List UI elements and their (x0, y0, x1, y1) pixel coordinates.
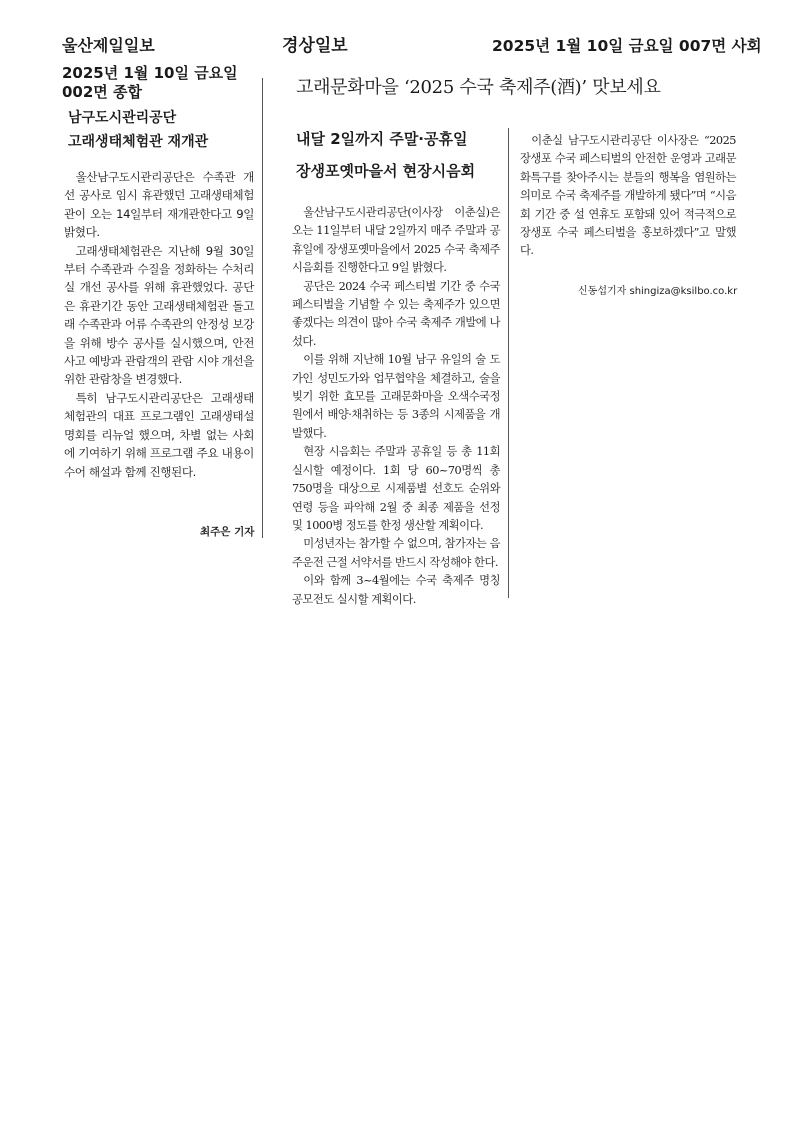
main-paragraph: 미성년자는 참가할 수 없으며, 참가자는 음주운전 근절 서약서를 반드시 작성해야 한다. (292, 537, 500, 569)
main-article-byline: 신동섭기자 shingiza@ksilbo.co.kr (578, 286, 738, 297)
left-article-byline: 최주은 기자 (200, 526, 255, 538)
main-subhead-1: 내달 2일까지 주말·공휴일 (296, 130, 468, 148)
left-article-body (64, 168, 254, 481)
main-article-body-col1 (292, 204, 500, 609)
column-divider (262, 78, 263, 538)
left-date-page: 2025년 1월 10일 금요일 002면 종합 (62, 64, 238, 101)
main-paragraph: 이와 함께 3~4월에는 수국 축제주 명칭 공모전도 실시할 계획이다. (292, 574, 500, 606)
main-subhead-2: 장생포옛마을서 현장시음회 (296, 162, 476, 180)
left-article-title: 고래생태체험관 재개관 (68, 134, 209, 150)
main-paragraph: 울산남구도시관리공단(이사장 이춘실)은 오는 11일부터 내달 2일까지 매주 주말과 공휴일에 장생포옛마을에서 2025 수국 축제주 시음회를 진행한다고 9일 밝혔다. (292, 206, 500, 275)
main-headline: 고래문화마을 ‘2025 수국 축제주(酒)’ 맛보세요 (296, 77, 661, 98)
column-divider (508, 128, 509, 598)
main-paragraph: 공단은 2024 수국 페스티벌 기간 중 수국 페스티벌을 기념할 수 있는 축제주가 있으면 좋겠다는 의견이 많아 수국 축제주 개발에 나섰다. (292, 279, 500, 348)
left-paragraph: 특히 남구도시관리공단은 고래생태체험관의 대표 프로그램인 고래생태설명회를 리뉴얼 했으며, 차별 없는 사회에 기여하기 위해 프로그램 주요 내용이 수어 해설과 함께 진행된다. (64, 390, 254, 479)
center-newspaper-name: 경상일보 (282, 36, 348, 56)
left-paragraph: 울산남구도시관리공단은 수족관 개선 공사로 임시 휴관했던 고래생태체험관이 오는 14일부터 재개관한다고 9일 밝혔다. (64, 170, 254, 240)
left-paragraph: 고래생태체험관은 지난해 9월 30일부터 수족관과 수질을 정화하는 수처리실 개선 공사를 위해 휴관했었다. 공단은 휴관기간 동안 고래생태체험관 돌고래 수족관과 어류 수족관의 안정성 보강을 위해 방수 공사를 실시했으며, 안전사고 예방과 관람객의 관람 시야 개선을 위한 관람창을 변경했다. (64, 243, 254, 387)
main-paragraph: 이를 위해 지난해 10월 남구 유일의 술 도가인 성민도가와 업무협약을 체결하고, 술을 빚기 위한 효모를 고래문화마을 오색수국정원에서 배양·채취하는 등 3종의 시제품을 개발했다. (292, 353, 500, 440)
left-article-kicker: 남구도시관리공단 (68, 110, 177, 126)
left-newspaper-name: 울산제일일보 (62, 36, 155, 55)
main-paragraph: 이춘실 남구도시관리공단 이사장은 “2025 장생포 수국 페스티벌의 안전한 운영과 고래문화특구를 찾아주시는 분들의 행복을 염원하는 의미로 수국 축제주를 개발하게 됐다”며 “시음회 기간 중 설 연휴도 포함돼 있어 적극적으로 장생포 수국 페스티벌을 홍보하겠다”고 말했다. (520, 134, 736, 258)
right-date-page: 2025년 1월 10일 금요일 007면 사회 (492, 37, 762, 55)
main-paragraph: 현장 시음회는 주말과 공휴일 등 총 11회 실시할 예정이다. 1회 당 60~70명씩 총 750명을 대상으로 시제품별 선호도 순위와 연령 등을 파악해 2월 중 최종 제품을 선정 및 1000병 정도를 한정 생산할 계획이다. (292, 445, 500, 532)
main-article-body-col2 (520, 132, 736, 261)
